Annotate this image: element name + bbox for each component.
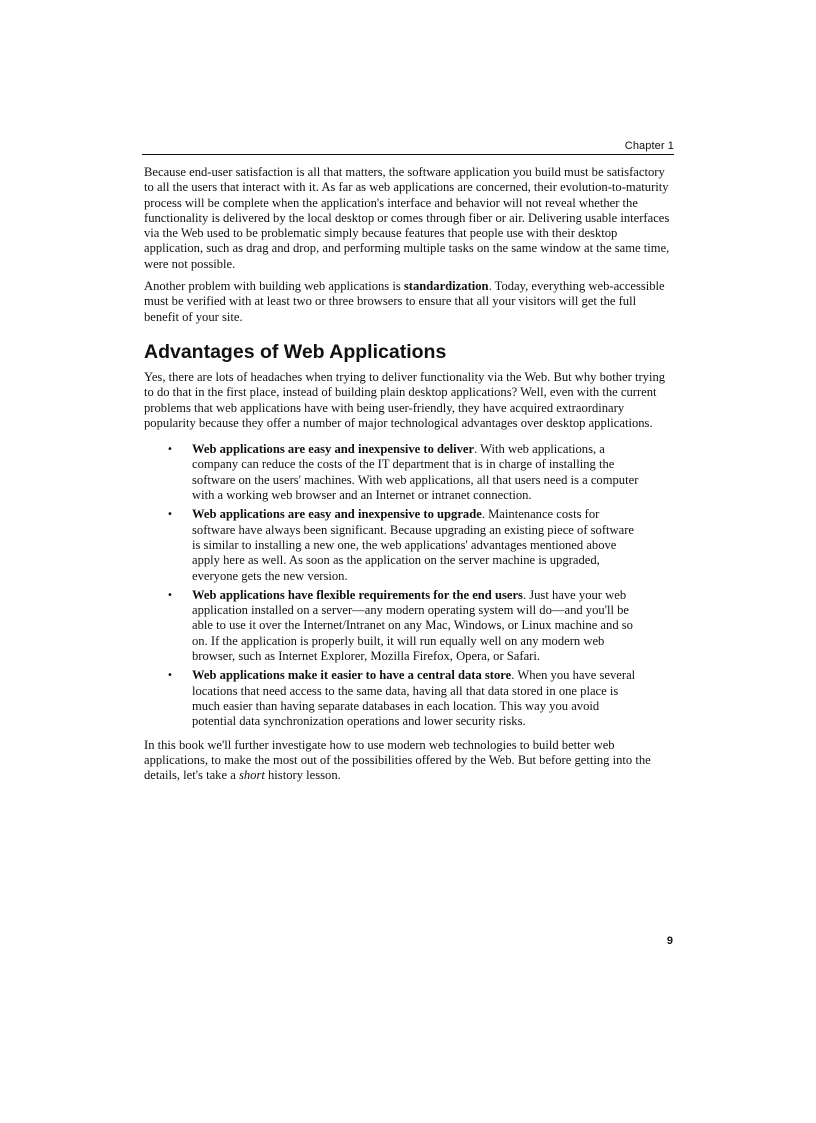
list-item-text: . Maintenance costs for software have always been significant. Because upgrading an existing piece of software is similar to installing a new one, the web applications' advantages mentioned above apply here as well. As soon as the application on the server machine is upgraded, everyone gets the new version. xyxy=(192,507,635,583)
list-item xyxy=(144,588,645,664)
list-item-text: . With web applications, a company can reduce the costs of the IT department that is in charge of installing the software on the users' machines. With web applications, all that users need is a computer with a working web browser and an Internet or intranet connection. xyxy=(192,442,639,503)
closing-paragraph xyxy=(144,738,674,784)
page-number: 9 xyxy=(666,935,673,947)
bullet-icon: • xyxy=(167,444,173,456)
section-heading: Advantages of Web Applications xyxy=(144,340,447,363)
intro-paragraph-2-end: . Today, everything web-accessible must be verified with at least two or three browsers to ensure that all your visitors will get the full benefit of your site. xyxy=(144,279,665,324)
list-item-text: . Just have your web application installed on a server—any modern operating system will do—and you'll be able to use it over the Internet/Intranet on any Mac, Windows, or Linux machine and so on. If the application is properly built, it will run equally well on any modern web browser, such as Internet Explorer, Mozilla Firefox, Opera, or Safari. xyxy=(192,587,633,664)
page-content xyxy=(144,165,674,790)
list-item-title: Web applications are easy and inexpensive to upgrade xyxy=(192,507,482,522)
bullet-icon: • xyxy=(167,670,173,682)
intro-paragraph-1: Because end-user satisfaction is all that matters, the software application you build must be satisfactory to all the users that interact with it. As far as web applications are concerned, their evolution-to-maturity process will be complete when the application's interface and behavior will not reveal whether the functionality is delivered by the local desktop or comes through fiber or air. Delivering usable interfaces via the Web used to be problematic simply because features that people use with their desktop application, such as drag and drop, and performing multiple tasks on the same window at the same time, were not possible. xyxy=(144,165,670,271)
chapter-label: Chapter 1 xyxy=(624,140,674,152)
bullet-icon: • xyxy=(167,509,173,521)
short-emphasis: short xyxy=(238,768,265,783)
intro-paragraph-2 xyxy=(144,279,674,325)
bullet-icon: • xyxy=(167,589,173,601)
closing-paragraph-start: In this book we'll further investigate how to use modern web technologies to build better web applications, to make the most out of the possibilities offered by the Web. But before getting into the details, let's take a xyxy=(144,737,651,783)
list-item xyxy=(144,668,645,729)
list-item-title: Web applications make it easier to have a central data store xyxy=(192,668,512,683)
list-item-title: Web applications have flexible requirements for the end users xyxy=(192,587,523,602)
list-item-text: . When you have several locations that need access to the same data, having all that data stored in one place is much easier than having separate databases in each location. This way you avoid potential data synchronization operations and lower security risks. xyxy=(192,668,636,729)
advantages-list xyxy=(144,442,674,729)
closing-paragraph-end: history lesson. xyxy=(264,768,341,783)
section-intro-paragraph: Yes, there are lots of headaches when trying to deliver functionality via the Web. But why bother trying to do that in the first place, instead of building plain desktop applications? Well, even with the current problems that web applications have with being user-friendly, they have acquired extraordinary popularity because they offer a number of major technological advantages over desktop applications. xyxy=(144,369,666,430)
list-item xyxy=(144,507,645,583)
list-item-title: Web applications are easy and inexpensive to deliver xyxy=(192,442,475,457)
standardization-term: standardization xyxy=(403,279,489,294)
page-header xyxy=(142,139,674,155)
intro-paragraph-2-start: Another problem with building web applications is xyxy=(144,279,404,294)
list-item xyxy=(144,442,645,503)
